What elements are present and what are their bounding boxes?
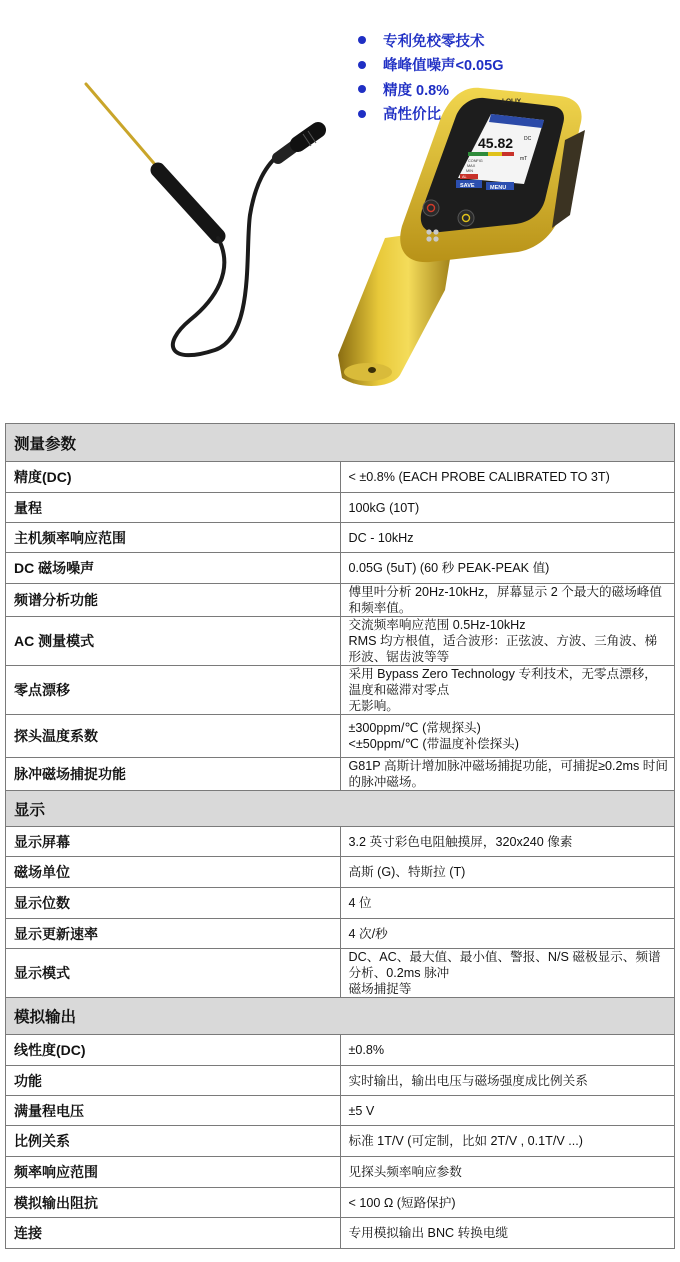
spec-value — [340, 523, 675, 553]
bullet-icon — [358, 85, 366, 93]
spec-value — [340, 493, 675, 523]
section-header — [6, 791, 675, 827]
spec-value — [340, 857, 675, 888]
spec-value-line: DC、AC、最大值、最小值、警报、N/S 磁极显示、频谱分析、0.2ms 脉冲 — [348, 950, 661, 980]
table-row — [6, 949, 675, 998]
spec-value-line: 磁场捕捉等 — [348, 982, 412, 996]
spec-value — [340, 617, 675, 666]
spec-label: 零点漂移 — [6, 666, 341, 715]
spec-value-line: < ±0.8% (EACH PROBE CALIBRATED TO 3T) — [348, 470, 610, 484]
spec-label: 显示屏幕 — [6, 827, 341, 857]
probe-handle — [158, 170, 218, 236]
spec-label: 精度(DC) — [6, 462, 341, 493]
feature-list — [358, 28, 503, 126]
table-row — [6, 462, 675, 493]
spec-label: 显示位数 — [6, 888, 341, 919]
section-header — [6, 424, 675, 462]
probe-cable — [173, 152, 282, 355]
spec-label: 模拟输出阻抗 — [6, 1188, 341, 1218]
screen-row-4: AL — [462, 175, 467, 179]
product-hero — [0, 0, 680, 420]
spec-label: 磁场单位 — [6, 857, 341, 888]
spec-value-line: DC - 10kHz — [348, 530, 414, 545]
spec-value-line: 100kG (10T) — [348, 500, 420, 515]
table-row — [6, 1066, 675, 1096]
section-title: 测量参数 — [6, 424, 675, 462]
table-row — [6, 888, 675, 919]
table-row — [6, 1126, 675, 1157]
spec-value — [340, 949, 675, 998]
table-row — [6, 523, 675, 553]
table-row — [6, 715, 675, 758]
spec-value — [340, 1157, 675, 1188]
feature-item: 高性价比 — [358, 102, 503, 127]
spec-value — [340, 584, 675, 617]
function-button — [458, 210, 474, 226]
spec-value — [340, 1218, 675, 1249]
spec-value-line: 傅里叶分析 20Hz-10kHz，屏幕显示 2 个最大的磁场峰值和频率值。 — [348, 585, 662, 615]
spec-value-line: 4 位 — [348, 896, 372, 910]
section-title: 显示 — [6, 791, 675, 827]
section-title: 模拟输出 — [6, 998, 675, 1035]
table-row — [6, 493, 675, 523]
feature-item: 峰峰值噪声<0.05G — [358, 53, 503, 78]
brand-label: LOLIY — [502, 98, 522, 105]
spec-value-line: 标准 1T/V (可定制，比如 2T/V , 0.1T/V ...) — [348, 1134, 583, 1148]
table-row — [6, 1157, 675, 1188]
spec-label: 连接 — [6, 1218, 341, 1249]
spec-label: 显示更新速率 — [6, 919, 341, 949]
spec-value-line: 专用模拟输出 BNC 转换电缆 — [348, 1226, 509, 1240]
screen-row-2: MAX — [467, 164, 476, 168]
spec-value — [340, 919, 675, 949]
power-button — [423, 200, 439, 216]
spec-label: 功能 — [6, 1066, 341, 1096]
spec-label: 脉冲磁场捕捉功能 — [6, 758, 341, 791]
bullet-icon — [358, 36, 366, 44]
spec-label: 频率响应范围 — [6, 1157, 341, 1188]
spec-value — [340, 715, 675, 758]
spec-value-line: RMS 均方根值，适合波形：正弦波、方波、三角波、梯形波、锯齿波等等 — [348, 634, 658, 664]
spec-value-line: 3.2 英寸彩色电阻触摸屏，320x240 像素 — [348, 834, 573, 849]
screen-row-1: CONFIG — [468, 159, 483, 163]
spec-label: AC 测量模式 — [6, 617, 341, 666]
screen-reading: 45.82 — [478, 135, 514, 151]
save-softkey: SAVE — [460, 183, 475, 189]
spec-label: 满量程电压 — [6, 1096, 341, 1126]
section-header — [6, 998, 675, 1035]
spec-label: 比例关系 — [6, 1126, 341, 1157]
table-row — [6, 666, 675, 715]
spec-label: DC 磁场噪声 — [6, 553, 341, 584]
spec-value — [340, 758, 675, 791]
spec-value-line: 4 次/秒 — [348, 926, 388, 941]
spec-value — [340, 1096, 675, 1126]
table-row — [6, 617, 675, 666]
spec-table — [5, 423, 675, 1249]
spec-value-line: 高斯 (G)、特斯拉 (T) — [348, 865, 466, 879]
bullet-icon — [358, 110, 366, 118]
spec-value — [340, 666, 675, 715]
spec-value-line: G81P 高斯计增加脉冲磁场捕捉功能，可捕捉≥0.2ms 时间的脉冲磁场。 — [348, 759, 668, 789]
spec-value-line: 采用 Bypass Zero Technology 专利技术，无零点漂移，温度和磁滞对零点 — [348, 667, 657, 697]
spec-value-line: 交流频率响应范围 0.5Hz-10kHz — [348, 618, 526, 632]
spec-label: 探头温度系数 — [6, 715, 341, 758]
table-row — [6, 857, 675, 888]
table-row — [6, 1096, 675, 1126]
spec-value-line: <±50ppm/℃ (带温度补偿探头) — [348, 737, 519, 751]
menu-softkey: MENU — [490, 185, 507, 191]
table-row — [6, 1188, 675, 1218]
table-row — [6, 758, 675, 791]
spec-value-line: < 100 Ω (短路保护) — [348, 1195, 456, 1210]
bullet-icon — [358, 61, 366, 69]
spec-value — [340, 1035, 675, 1066]
table-row — [6, 553, 675, 584]
screen-mode: DC — [524, 136, 532, 142]
screen-unit: mT — [520, 156, 528, 162]
probe-rod — [86, 84, 158, 168]
screen-row-3: MIN — [466, 169, 473, 173]
table-row — [6, 1035, 675, 1066]
spec-value-line: 实时输出，输出电压与磁场强度成比例关系 — [348, 1073, 588, 1088]
spec-value — [340, 1066, 675, 1096]
spec-value — [340, 462, 675, 493]
table-row — [6, 1218, 675, 1249]
table-row — [6, 584, 675, 617]
gaussmeter-illustration — [0, 0, 680, 420]
spec-value — [340, 827, 675, 857]
spec-value-line: 见探头频率响应参数 — [348, 1165, 462, 1179]
spec-value — [340, 553, 675, 584]
cable-connector — [278, 130, 318, 158]
table-row — [6, 919, 675, 949]
spec-value — [340, 888, 675, 919]
spec-value — [340, 1126, 675, 1157]
spec-label: 线性度(DC) — [6, 1035, 341, 1066]
spec-value-line: 无影响。 — [348, 699, 399, 713]
feature-item: 精度 0.8% — [358, 77, 503, 102]
table-row — [6, 827, 675, 857]
spec-label: 量程 — [6, 493, 341, 523]
spec-value — [340, 1188, 675, 1218]
spec-value-line: 0.05G (5uT) (60 秒 PEAK-PEAK 值) — [348, 561, 550, 575]
feature-item: 专利免校零技术 — [358, 28, 503, 53]
spec-value-line: ±300ppm/℃ (常规探头) — [348, 721, 481, 735]
spec-value-line: ±5 V — [348, 1103, 375, 1118]
spec-label: 频谱分析功能 — [6, 584, 341, 617]
spec-value-line: ±0.8% — [348, 1043, 385, 1057]
spec-label: 主机频率响应范围 — [6, 523, 341, 553]
spec-label: 显示模式 — [6, 949, 341, 998]
